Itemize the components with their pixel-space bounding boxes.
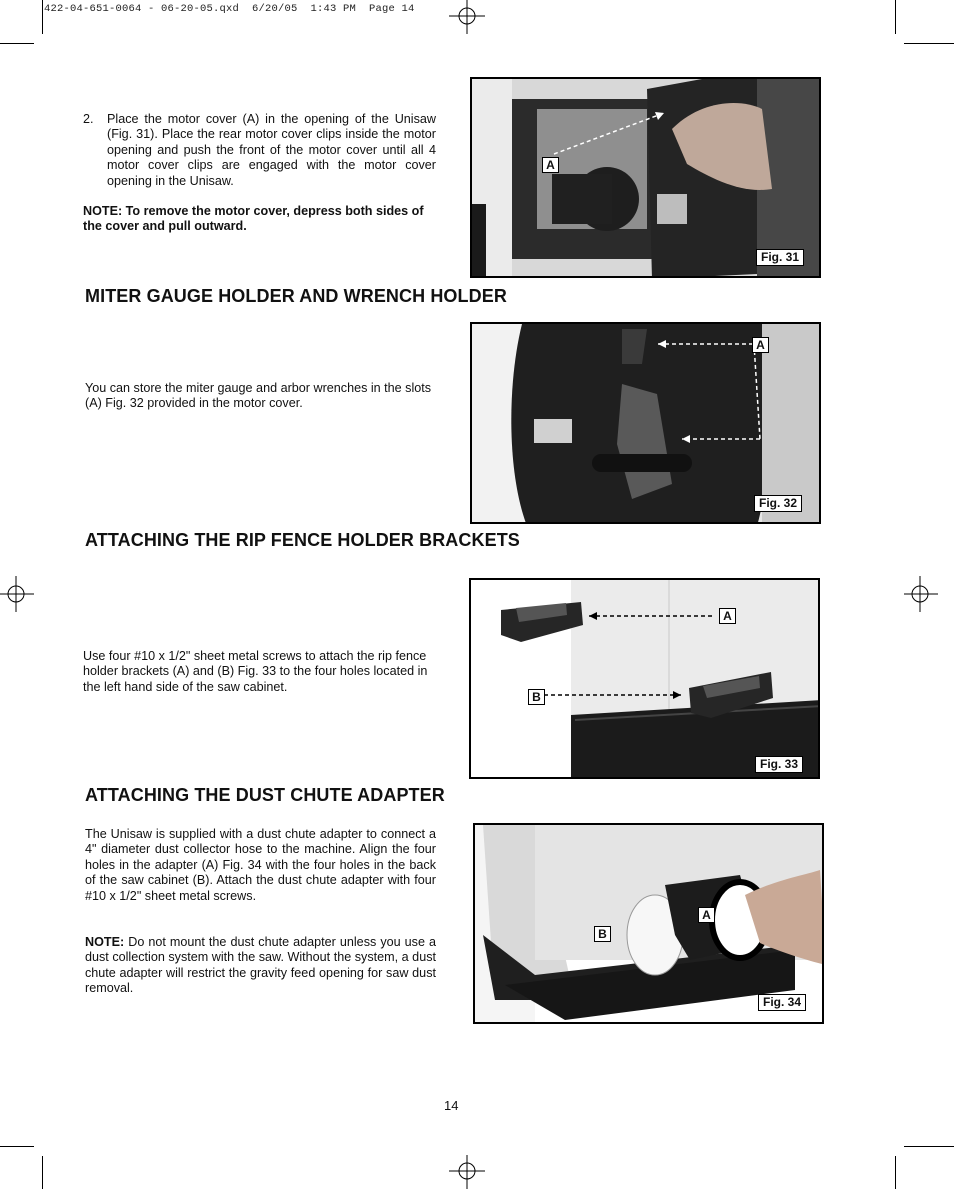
- figure-label: Fig. 31: [756, 249, 804, 266]
- dust-chute-body: The Unisaw is supplied with a dust chute adapter to connect a 4" diameter dust collector hose to the machine. Align the four holes in the adapter (A) Fig. 34 with the four holes in the back of the saw cabinet (B). Attach the dust chute adapter with four #10 x 1/2" sheet metal screws.: [85, 827, 436, 903]
- figure-34-photo: [473, 823, 824, 1024]
- registration-mark-top: [449, 0, 485, 36]
- registration-mark-right: [902, 576, 938, 612]
- figure-label: Fig. 34: [758, 994, 806, 1011]
- note-text: Do not mount the dust chute adapter unless you use a dust collection system with the saw. Without the system, a dust chute adapter will restrict the gravity feed opening for saw dust removal.: [85, 935, 436, 996]
- figure-33-photo: [469, 578, 820, 779]
- section-heading-miter-gauge: MITER GAUGE HOLDER AND WRENCH HOLDER: [85, 286, 507, 306]
- callout-a: A: [698, 907, 715, 923]
- section-heading-dust-chute: ATTACHING THE DUST CHUTE ADAPTER: [85, 785, 445, 805]
- rip-fence-body: Use four #10 x 1/2" sheet metal screws to attach the rip fence holder brackets (A) and (B) Fig. 33 to the four holes located in the left hand side of the saw cabinet.: [83, 649, 428, 694]
- file-slug-line: 422-04-651-0064 - 06-20-05.qxd 6/20/05 1:43 PM Page 14: [44, 3, 415, 15]
- callout-a: A: [752, 337, 769, 353]
- callout-a: A: [719, 608, 736, 624]
- rip-fence-brackets-illustration: [471, 580, 820, 779]
- figure-label: Fig. 33: [755, 756, 803, 773]
- motor-cover-note: NOTE: To remove the motor cover, depress both sides of the cover and pull outward.: [83, 204, 424, 234]
- dust-chute-note: [85, 935, 436, 997]
- figure-32-photo: [470, 322, 821, 524]
- page-number: 14: [444, 1098, 459, 1113]
- note-label: NOTE:: [85, 935, 125, 949]
- miter-gauge-body: You can store the miter gauge and arbor wrenches in the slots (A) Fig. 32 provided in the motor cover.: [85, 381, 432, 411]
- miter-gauge-storage-illustration: [472, 324, 821, 524]
- registration-mark-bottom: [449, 1153, 485, 1189]
- callout-b: B: [528, 689, 545, 705]
- figure-31-photo: [470, 77, 821, 278]
- section-heading-rip-fence: ATTACHING THE RIP FENCE HOLDER BRACKETS: [85, 530, 520, 550]
- step-number: 2.: [83, 112, 94, 126]
- callout-a: A: [542, 157, 559, 173]
- step-2: [83, 112, 436, 189]
- figure-label: Fig. 32: [754, 495, 802, 512]
- callout-b: B: [594, 926, 611, 942]
- registration-mark-left: [0, 576, 36, 612]
- step-text: Place the motor cover (A) in the opening of the Unisaw (Fig. 31). Place the rear motor cover clips inside the motor opening and push the front of the motor cover until all 4 motor cover clips are engaged with the motor cover opening in the Unisaw.: [107, 112, 436, 188]
